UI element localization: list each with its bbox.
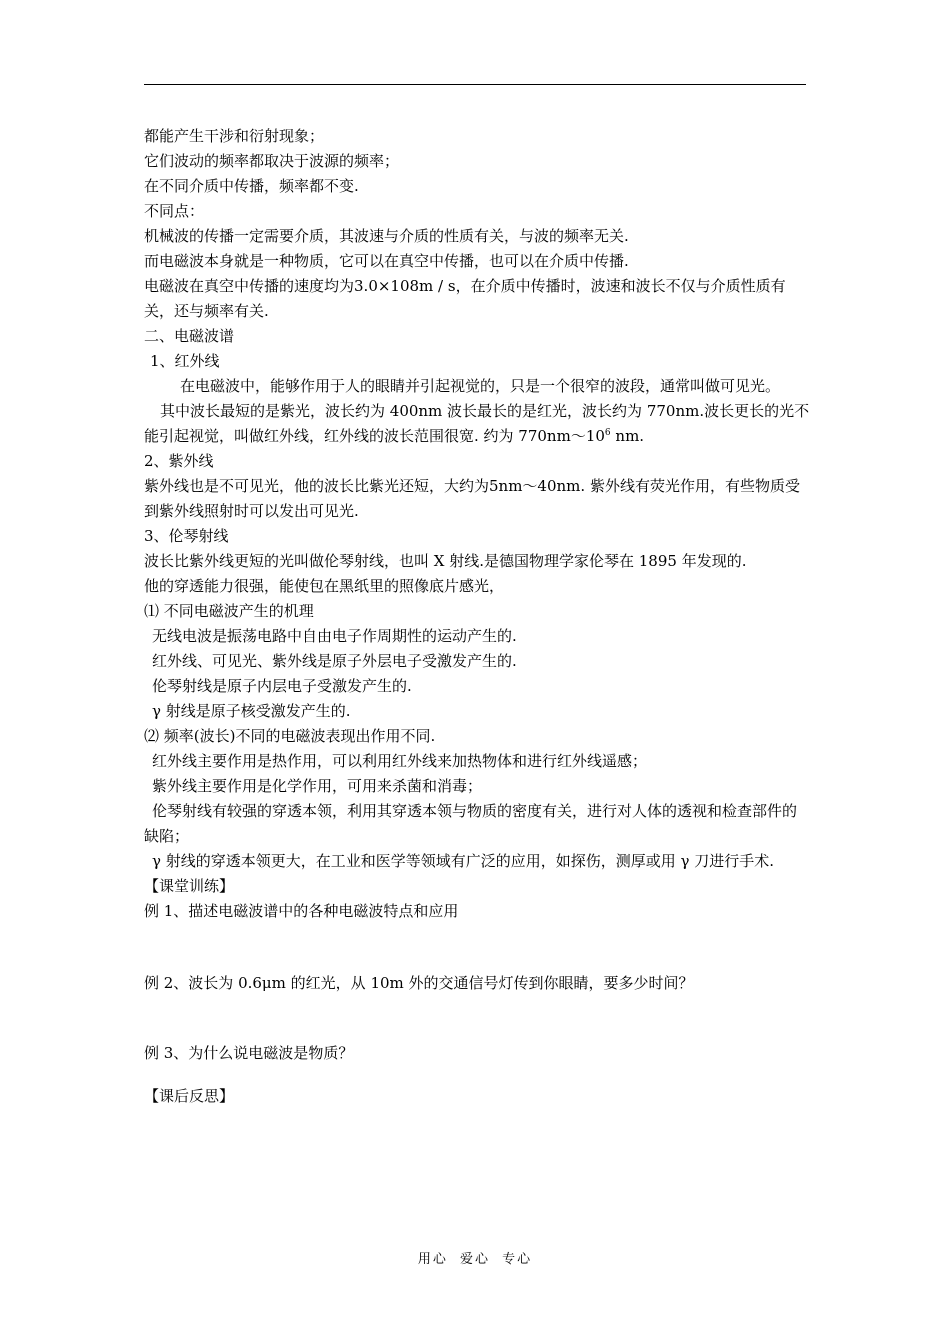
text-line: γ 射线是原子核受激发产生的. [152, 702, 351, 720]
subsection-heading: 1、红外线 [150, 352, 220, 370]
text-line: 不同点： [144, 202, 205, 220]
answer-space [144, 996, 810, 1041]
section-heading: 二、电磁波谱 [144, 327, 235, 345]
text-line: 而电磁波本身就是一种物质，它可以在真空中传播，也可以在介质中传播. [144, 252, 629, 270]
text-paragraph: 电磁波在真空中传播的速度均为3.0×108m / s，在介质中传播时，波速和波长不仅与介质性质有关，还与频率有关. [144, 277, 786, 320]
text-paragraph: 在电磁波中，能够作用于人的眼睛并引起视觉的，只是一个很窄的波段，通常叫做可见光。 [180, 377, 781, 395]
exercise-item: 例 3、为什么说电磁波是物质？ [144, 1044, 354, 1062]
exercise-item: 例 2、波长为 0.6μm 的红光，从 10m 外的交通信号灯传到你眼睛，要多少时间？ [144, 974, 694, 992]
text-line: 无线电波是振荡电路中自由电子作周期性的运动产生的. [152, 627, 517, 645]
superscript: 6 [604, 428, 611, 438]
answer-space [144, 924, 810, 971]
subsection-heading: 2、紫外线 [144, 452, 214, 470]
text-line: 伦琴射线是原子内层电子受激发产生的. [152, 677, 412, 695]
document-body [144, 124, 810, 1109]
text-line: 他的穿透能力很强，能使包在黑纸里的照像底片感光， [144, 577, 505, 595]
text-line: 机械波的传播一定需要介质，其波速与介质的性质有关，与波的频率无关. [144, 227, 629, 245]
text-line: 波长比紫外线更短的光叫做伦琴射线，也叫 X 射线.是德国物理学家伦琴在 1895 年发现的. [144, 552, 747, 570]
text-line: 它们波动的频率都取决于波源的频率； [144, 152, 400, 170]
text-line: 红外线、可见光、紫外线是原子外层电子受激发产生的. [152, 652, 517, 670]
section-heading: 【课堂训练】 [144, 877, 235, 895]
text-paragraph [144, 399, 810, 449]
page-footer: 用心 爱心 专心 [417, 1252, 533, 1267]
text-line: 都能产生干涉和衍射现象； [144, 127, 325, 145]
text-paragraph: 伦琴射线有较强的穿透本领，利用其穿透本领与物质的密度有关，进行对人体的透视和检查部件的缺陷； [144, 802, 798, 845]
list-heading: ⑵ 频率(波长)不同的电磁波表现出作用不同. [144, 727, 436, 745]
text-paragraph: γ 射线的穿透本领更大，在工业和医学等领域有广泛的应用，如探伤，测厚或用 γ 刀进行手术. [152, 852, 775, 870]
text-paragraph: 紫外线也是不可见光，他的波长比紫光还短，大约为5nm～40nm. 紫外线有荧光作用，有些物质受到紫外线照射时可以发出可见光. [144, 477, 800, 520]
answer-space [144, 1066, 810, 1084]
subsection-heading: 3、伦琴射线 [144, 527, 229, 545]
text-line: 在不同介质中传播，频率都不变. [144, 177, 359, 195]
text-span: 其中波长最短的是紫光，波长约为 400nm 波长最长的是红光，波长约为 770nm.波长更长的光不能引起视觉，叫做红外线，红外线的波长范围很宽. 约为 770nm～10 [144, 402, 810, 445]
section-heading: 【课后反思】 [144, 1087, 235, 1105]
header-rule [144, 84, 806, 85]
text-line: 红外线主要作用是热作用，可以利用红外线来加热物体和进行红外线遥感； [152, 752, 648, 770]
text-span: nm. [610, 427, 645, 445]
exercise-item: 例 1、描述电磁波谱中的各种电磁波特点和应用 [144, 902, 459, 920]
list-heading: ⑴ 不同电磁波产生的机理 [144, 602, 314, 620]
text-line: 紫外线主要作用是化学作用，可用来杀菌和消毒； [152, 777, 483, 795]
